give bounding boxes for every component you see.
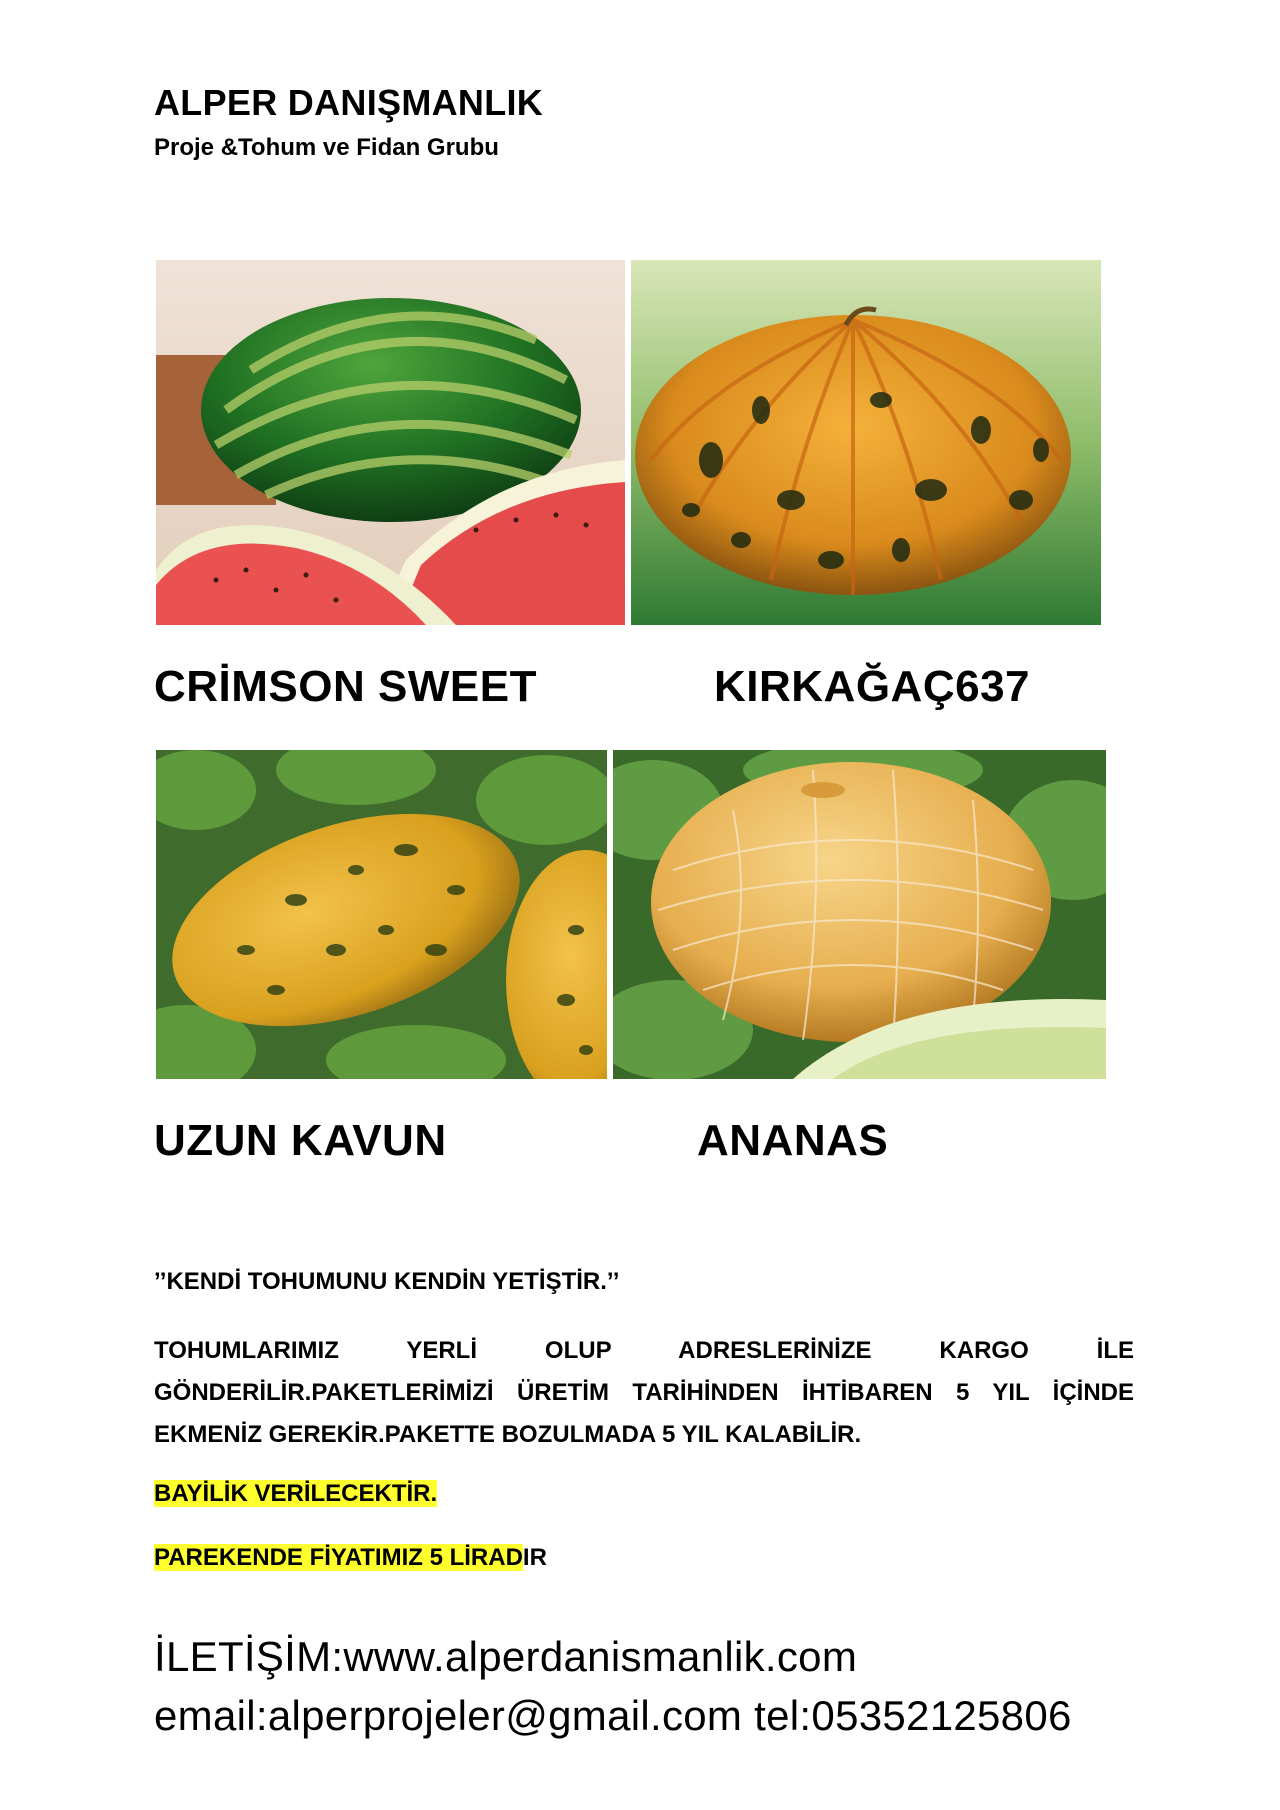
slogan: ’’KENDİ TOHUMUNU KENDİN YETİŞTİR.’’ bbox=[154, 1268, 620, 1295]
product-label-crimson-sweet: CRİMSON SWEET bbox=[154, 662, 537, 711]
price-notice-highlighted: PAREKENDE FİYATIMIZ 5 LİRAD bbox=[154, 1544, 523, 1571]
company-name: ALPER DANIŞMANLIK bbox=[154, 82, 544, 123]
pineapple-melon-photo bbox=[613, 750, 1106, 1079]
dealer-notice bbox=[154, 1480, 437, 1508]
contact-email-phone: email:alperprojeler@gmail.com tel:05352125806 bbox=[154, 1692, 1072, 1739]
price-notice bbox=[154, 1544, 547, 1572]
kirkagac-melon-photo bbox=[631, 260, 1101, 625]
product-label-kirkagac: KIRKAĞAÇ637 bbox=[714, 662, 1031, 711]
dealer-notice-text: BAYİLİK VERİLECEKTİR. bbox=[154, 1480, 438, 1507]
price-notice-rest: IR bbox=[522, 1544, 547, 1571]
description-paragraph: TOHUMLARIMIZ YERLİ OLUP ADRESLERİNİZE KARGO İLE GÖNDERİLİR.PAKETLERİMİZİ ÜRETİM TARİHİNDEN İHTİBAREN 5 YIL İÇİNDE EKMENİZ GEREKİR.PAKETTE BOZULMADA 5 YIL KALABİLİR. bbox=[154, 1337, 1134, 1448]
product-label-ananas: ANANAS bbox=[697, 1116, 889, 1165]
product-label-uzun-kavun: UZUN KAVUN bbox=[154, 1116, 447, 1165]
contact-website: İLETİŞİM:www.alperdanismanlik.com bbox=[154, 1633, 858, 1680]
company-subtitle: Proje &Tohum ve Fidan Grubu bbox=[154, 134, 499, 161]
long-melon-photo bbox=[156, 750, 607, 1079]
watermelon-photo bbox=[156, 260, 625, 625]
